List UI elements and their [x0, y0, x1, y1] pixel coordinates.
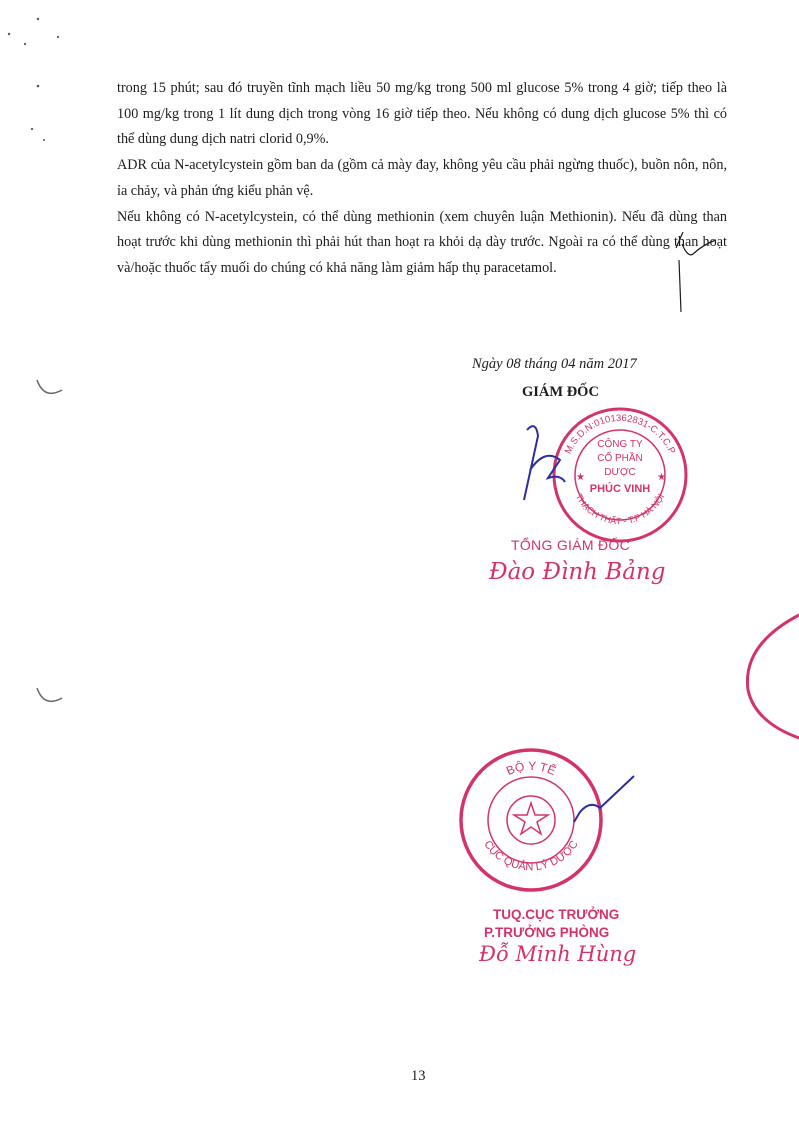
ministry-stamp-bottom-text: CỤC QUẢN LÝ DƯỢC	[481, 838, 581, 874]
company-stamp-bottom-text: THẠCH THẤT - T.P HÀ NỘI	[573, 492, 667, 527]
star-icon: ★	[657, 472, 666, 483]
partial-stamp-edge	[747, 615, 799, 738]
page-number: 13	[411, 1068, 426, 1084]
date-line: Ngày 08 tháng 04 năm 2017	[472, 356, 637, 372]
paragraph-dosage: trong 15 phút; sau đó truyền tĩnh mạch liều 50 mg/kg trong 500 ml glucose 5% trong 4 giờ; tiếp theo là 100 mg/kg trong 1 lít dung dịch trong vòng 16 giờ tiếp theo. Nếu không có dung dịch glucose 5% thì có thể dùng dung dịch natri clorid 0,9%.	[117, 80, 727, 148]
punch-hole-icon	[37, 688, 62, 701]
company-stamp-outer-text: M.S.D.N:0101362831-C.T.C.P	[562, 412, 678, 456]
ceo-name: Đào Đình Bảng	[489, 559, 666, 585]
director-signature	[524, 426, 565, 500]
paragraph-adr: ADR của N-acetylcystein gồm ban da (gồm cả mày đay, không yêu cầu phải ngừng thuốc), buồn nôn, nôn, ỉa chảy, và phản ứng kiểu phản vệ.	[117, 157, 727, 199]
director-title: GIÁM ĐỐC	[522, 384, 599, 400]
authority-title: TUQ.CỤC TRƯỞNG	[493, 907, 620, 922]
paragraph-methionin: Nếu không có N-acetylcystein, có thể dùng methionin (xem chuyên luận Methionin). Nếu đã dùng than hoạt trước khi dùng methionin thì phải hút than hoạt ra khỏi dạ dày trước. Ngoài ra có thể dùng than hoạt và/hoặc thuốc tẩy muối do chúng có khả năng làm giảm hấp thụ paracetamol.	[117, 208, 727, 276]
company-stamp-line-2: CỔ PHẦN	[597, 453, 643, 464]
star-icon: ★	[576, 472, 585, 483]
scan-specks	[8, 18, 59, 141]
authority-signature	[574, 776, 634, 822]
ceo-title: TỔNG GIÁM ĐỐC	[511, 537, 631, 553]
correction-mark	[676, 232, 716, 255]
ministry-stamp-top-text: BỘ Y TẾ	[504, 758, 558, 779]
correction-mark	[679, 260, 681, 312]
department-title: P.TRƯỞNG PHÒNG	[484, 925, 610, 940]
company-stamp-line-4: PHÚC VINH	[589, 483, 651, 495]
punch-hole-icon	[37, 380, 62, 393]
company-stamp-line-3: DƯỢC	[604, 467, 636, 478]
company-stamp-line-1: CÔNG TY	[597, 439, 643, 450]
authority-name: Đỗ Minh Hùng	[479, 942, 637, 966]
